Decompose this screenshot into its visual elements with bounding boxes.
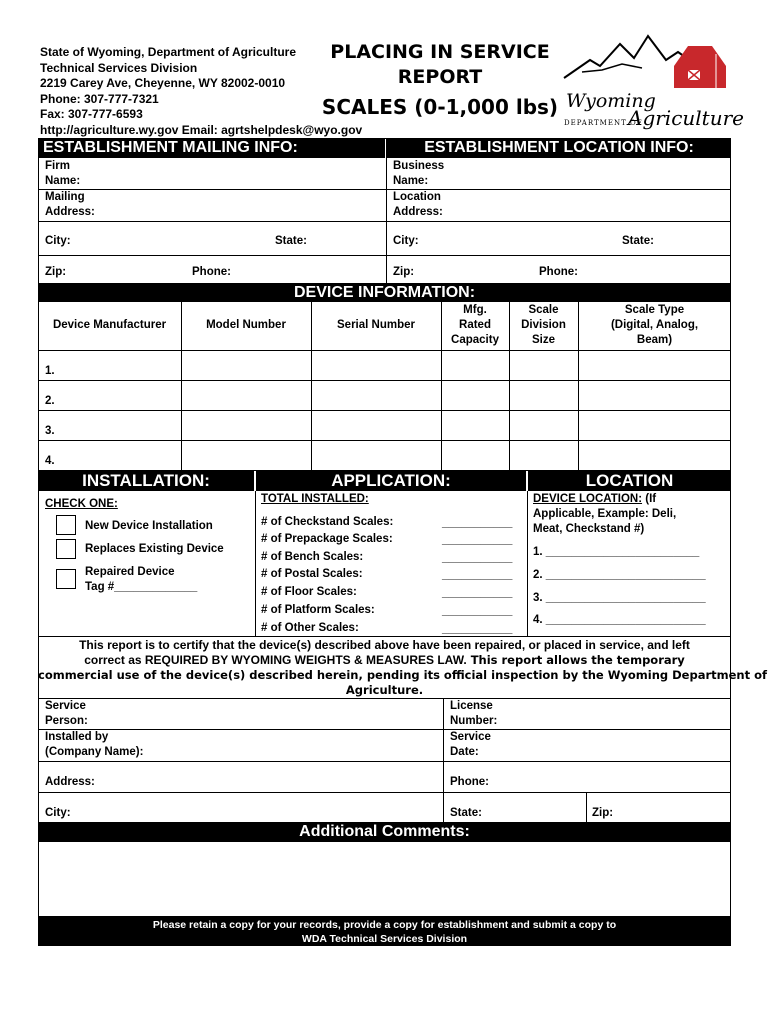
agency-address: 2219 Carey Ave, Cheyenne, WY 82002-0010 (40, 76, 286, 90)
device-row-4[interactable]: 4. (45, 455, 55, 467)
location-state-label: State: (622, 235, 654, 247)
check-one-label: CHECK ONE: (45, 498, 118, 510)
service-person-field[interactable] (100, 699, 442, 728)
total-installed-label: TOTAL INSTALLED: (261, 493, 369, 505)
device-location-example: Applicable, Example: Deli, Meat, Checkstand #) (533, 508, 677, 535)
installation-heading: INSTALLATION: (38, 471, 254, 491)
certification-line4: Agriculture. (345, 683, 424, 697)
replaces-existing-checkbox[interactable] (56, 539, 76, 559)
form-title-line1: PLACING IN SERVICE (330, 41, 550, 63)
floor-scales-label: # of Floor Scales: (261, 586, 357, 598)
mailing-city-field[interactable] (76, 229, 271, 255)
service-state-label: State: (450, 807, 482, 819)
form-subtitle: SCALES (0-1,000 lbs) (321, 95, 559, 119)
col-device-manufacturer: Device Manufacturer (52, 319, 167, 331)
service-address-field[interactable] (105, 762, 442, 791)
service-phone-field[interactable] (495, 762, 730, 791)
postal-count-field[interactable]: ___________ (442, 569, 513, 581)
col-rated-capacity: Mfg. Rated Capacity (451, 304, 499, 346)
other-scales-label: # of Other Scales: (261, 622, 359, 634)
firm-name-field[interactable] (92, 160, 384, 188)
mailing-city-label: City: (45, 235, 71, 247)
platform-count-field[interactable]: ___________ (442, 605, 513, 617)
mailing-zip-field[interactable] (68, 258, 188, 282)
device-row-1[interactable]: 1. (45, 365, 55, 377)
agency-web-email: http://agriculture.wy.gov Email: agrtshelpdesk@wyo.gov (40, 122, 363, 137)
business-name-field[interactable] (452, 160, 730, 188)
agency-name: State of Wyoming, Department of Agriculture (40, 45, 297, 59)
agency-contact-block (40, 45, 362, 138)
location-address-field[interactable] (452, 190, 730, 220)
location-city-field[interactable] (424, 229, 618, 255)
firm-name-label: Firm Name: (45, 160, 81, 187)
service-person-label: Service Person: (45, 700, 88, 727)
logo-wyoming: Wyoming (566, 90, 656, 112)
service-state-field[interactable] (490, 793, 585, 821)
col-scale-type: Scale Type (Digital, Analog, Beam) (610, 304, 699, 346)
certification-line1: This report is to certify that the device(s) described above have been repaired, or placed in service, and left (79, 638, 690, 652)
other-count-field[interactable]: ___________ (442, 623, 513, 635)
agency-phone: Phone: 307-777-7321 (40, 91, 159, 106)
footer-line2: WDA Technical Services Division (301, 933, 468, 945)
service-date-label: Service Date: (450, 731, 491, 758)
location-zip-field[interactable] (416, 258, 536, 282)
checkstand-scales-label: # of Checkstand Scales: (261, 516, 394, 528)
comments-textarea[interactable] (40, 843, 729, 916)
prepackage-count-field[interactable]: ___________ (442, 534, 513, 546)
service-city-label: City: (45, 807, 71, 819)
bench-count-field[interactable]: ___________ (442, 552, 513, 564)
business-name-label: Business Name: (393, 160, 445, 187)
device-row-2[interactable]: 2. (45, 395, 55, 407)
certification-line2: correct as REQUIRED BY WYOMING WEIGHTS & MEASURES LAW. (84, 653, 467, 667)
location-heading: LOCATION (528, 471, 731, 491)
platform-scales-label: # of Platform Scales: (261, 604, 375, 616)
mailing-phone-label: Phone: (192, 266, 231, 278)
service-address-label: Address: (45, 776, 95, 788)
device-location-title: DEVICE LOCATION: (533, 493, 643, 505)
mailing-phone-field[interactable] (240, 258, 384, 282)
location-phone-label: Phone: (539, 266, 578, 278)
device-info-heading: DEVICE INFORMATION: (38, 283, 731, 302)
location-line-4[interactable]: 4. _________________________ (533, 614, 706, 626)
wda-logo (562, 30, 744, 135)
repaired-device-checkbox[interactable] (56, 569, 76, 589)
location-info-heading: ESTABLISHMENT LOCATION INFO: (387, 138, 731, 158)
prepackage-scales-label: # of Prepackage Scales: (261, 533, 393, 545)
col-model-number: Model Number (206, 319, 286, 331)
service-zip-label: Zip: (592, 807, 614, 819)
postal-scales-label: # of Postal Scales: (261, 568, 363, 580)
installed-by-field[interactable] (160, 730, 442, 760)
location-line-1[interactable]: 1. ________________________ (533, 546, 700, 558)
comments-heading: Additional Comments: (38, 822, 731, 842)
installed-by-label: Installed by (Company Name): (45, 731, 144, 758)
service-phone-label: Phone: (450, 776, 489, 788)
bench-scales-label: # of Bench Scales: (261, 551, 364, 563)
logo-agriculture: Agriculture (628, 106, 744, 130)
col-serial-number: Serial Number (337, 319, 415, 331)
tag-number-field[interactable]: Tag #_____________ (85, 581, 198, 593)
new-device-checkbox[interactable] (56, 515, 76, 535)
mailing-info-heading: ESTABLISHMENT MAILING INFO: (38, 138, 385, 158)
mailing-address-label: Mailing Address: (45, 191, 95, 218)
new-device-label: New Device Installation (85, 520, 213, 532)
service-zip-field[interactable] (620, 793, 730, 821)
repaired-device-label: Repaired Device (85, 566, 175, 578)
checkstand-count-field[interactable]: ___________ (442, 517, 513, 529)
service-date-field[interactable] (495, 730, 730, 760)
license-number-label: License Number: (450, 700, 498, 727)
location-address-label: Location Address: (393, 191, 443, 218)
agency-fax: Fax: 307-777-6593 (40, 107, 143, 121)
location-state-field[interactable] (660, 229, 730, 255)
certification-line3: commercial use of the device(s) described herein, pending its official inspection by the Wyoming Department of (38, 668, 768, 682)
floor-count-field[interactable]: ___________ (442, 587, 513, 599)
footer-line1: Please retain a copy for your records, provide a copy for establishment and submit a copy to (152, 919, 617, 931)
form-title-line2: REPORT (397, 66, 483, 88)
mailing-state-field[interactable] (312, 229, 384, 255)
mailing-address-field[interactable] (102, 190, 384, 220)
service-city-field[interactable] (80, 793, 442, 821)
replaces-existing-label: Replaces Existing Device (85, 543, 224, 555)
application-heading: APPLICATION: (256, 471, 526, 491)
col-division-size: Scale Division Size (521, 304, 566, 346)
certification-text (38, 638, 768, 698)
location-line-3[interactable]: 3. _________________________ (533, 592, 706, 604)
footer-instructions (38, 916, 731, 946)
location-line-2[interactable]: 2. _________________________ (533, 569, 706, 581)
license-number-field[interactable] (505, 699, 730, 728)
division-name: Technical Services Division (40, 60, 198, 75)
location-phone-field[interactable] (585, 258, 730, 282)
mailing-state-label: State: (275, 235, 307, 247)
certification-line2-wrap (38, 653, 731, 668)
device-row-3[interactable]: 3. (45, 425, 55, 437)
form-title (322, 40, 558, 90)
location-city-label: City: (393, 235, 419, 247)
mailing-zip-label: Zip: (45, 266, 67, 278)
logo-department-of: DEPARTMENT OF (564, 119, 643, 127)
location-zip-label: Zip: (393, 266, 415, 278)
device-location-label (533, 492, 656, 507)
certification-line2-bold: This report allows the temporary (466, 653, 685, 667)
device-location-if: (If (642, 493, 657, 505)
